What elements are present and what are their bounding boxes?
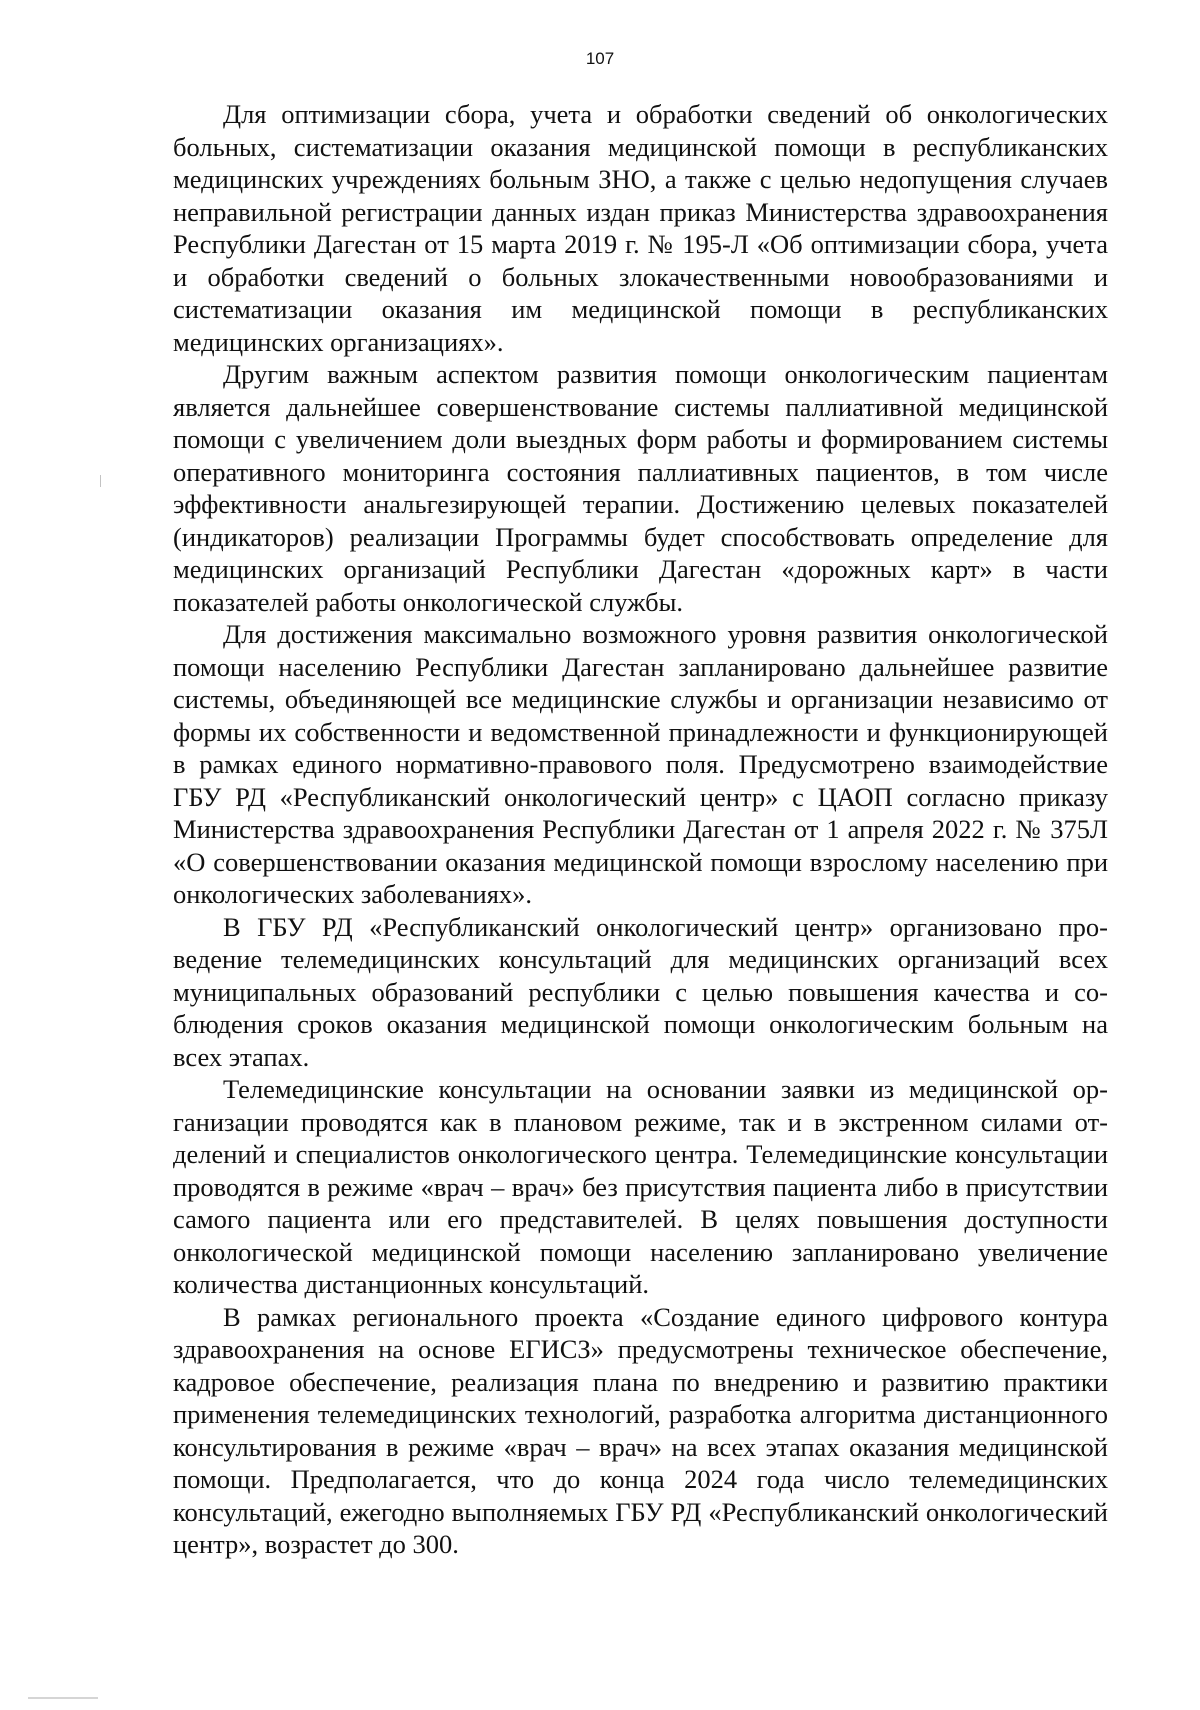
scan-artifact-bottom	[28, 1697, 98, 1699]
paragraph-oncology-system-development: Для достижения максимально возможного уровня развития онкологической помощи населению Республики Дагестан запланировано дальнейшее развитие системы, объединяющей все медицинские службы и организации независимо от формы их собственности и ведомственной принадлежности и функционирующей в рамках единого нормативно-правового поля. Предусмотрено взаимодействие ГБУ РД «Республиканский онкологический центр» с ЦАОП согласно приказу Министерства здравоохранения Республики Дагестан от 1 апреля 2022 г. № 375Л «О совершенствовании оказания медицинской помощи взрослому населению при онкологических заболеваниях».	[173, 619, 1108, 909]
paragraph-telemedicine-organization: В ГБУ РД «Республиканский онкологический центр» организовано проведение телемедицинских консультаций для медицинских организаций всех муниципальных образований республики с целью повышения качества и соблюдения сроков оказания медицинской помощи онкологическим больным на всех этапах.	[173, 911, 1108, 1072]
paragraph-telemedicine-consultations: Телемедицинские консультации на основании заявки из медицинской организации проводятся как в плановом режиме, так и в экстренном силами отделений и специалистов онкологического центра. Телемедицинские консультации проводятся в режиме «врач – врач» без присутствия пациента либо в присутствии самого пациента или его представителей. В целях повышения доступности онкологической медицинской помощи населению запланировано увеличение количества дистанционных консультаций.	[173, 1074, 1108, 1299]
page-number: 107	[585, 49, 615, 68]
paragraph-regional-digital-project: В рамках регионального проекта «Создание единого цифрового контура здравоохранения на основе ЕГИСЗ» предусмотрены техническое обеспечение, кадровое обеспечение, реализация плана по внедрению и развитию практики применения телемедицинских технологий, разработка алгоритма дистанционного консультирования в режиме «врач – врач» на всех этапах оказания медицинской помощи. Предполагается, что до конца 2024 года число телемедицинских консультаций, ежегодно выполняемых ГБУ РД «Республиканский онкологический центр», возрастет до 300.	[173, 1301, 1108, 1559]
paragraph-palliative-care: Другим важным аспектом развития помощи онкологическим пациентам является дальнейшее совершенствование системы паллиативной медицинской помощи с увеличением доли выездных форм работы и формированием системы оперативного мониторинга состояния паллиативных пациентов, в том числе эффективности анальгезирующей терапии. Достижению целевых показателей (индикаторов) реализации Программы будет способствовать определение для медицинских организаций Республики Дагестан «дорожных карт» в части показателей работы онкологической службы.	[173, 359, 1108, 617]
paragraph-records-optimization-order: Для оптимизации сбора, учета и обработки сведений об онкологических больных, систематизации оказания медицинской помощи в республиканских медицинских учреждениях больным ЗНО, а также с целью недопущения случаев неправильной регистрации данных издан приказ Министерства здравоохранения Республики Дагестан от 15 марта 2019 г. № 195-Л «Об оптимизации сбора, учета и обработки сведений о больных злокачественными новообразованиями и систематизации оказания им медицинской помощи в республиканских медицинских организациях».	[173, 99, 1108, 357]
document-body	[173, 98, 1108, 1561]
scan-artifact-left	[100, 475, 101, 487]
